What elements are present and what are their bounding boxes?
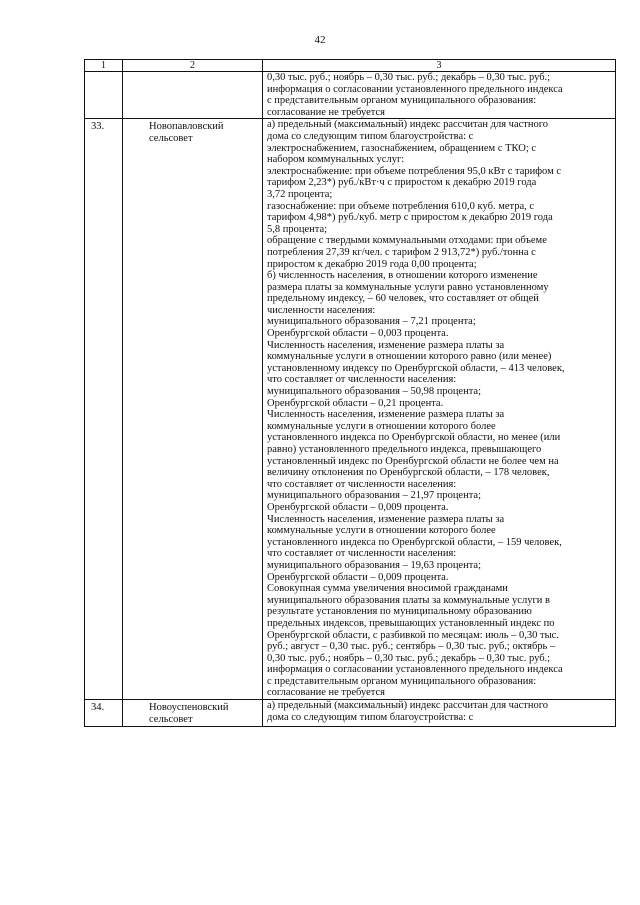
text-line: приростом к декабрю 2019 года 0,00 процента;: [267, 258, 477, 270]
text-line: потребления 27,39 кг/чел. с тарифом 2 913,72*) руб./тонна с: [267, 246, 536, 258]
municipality-name-line: сельсовет: [149, 133, 193, 145]
text-line: равно) установленного предельного индекса, превышающего: [267, 444, 542, 455]
municipality-name: [123, 700, 263, 727]
text-line: согласование не требуется: [267, 106, 385, 118]
text-line: величину отклонения по Оренбургской области, – 178 человек,: [267, 467, 550, 479]
municipality-name-line: Новоуспеновский: [149, 702, 229, 714]
text-line: а) предельный (максимальный) индекс рассчитан для частного: [267, 119, 549, 131]
municipality-name-line: Новопавловский: [149, 121, 224, 133]
page-number: 42: [314, 34, 326, 46]
text-line: электроснабжение: при объеме потребления 95,0 кВт с тарифом с: [267, 165, 562, 177]
text-line: Оренбургской области – 0,009 процента.: [267, 571, 449, 583]
text-line: газоснабжение: при объеме потребления 610,0 куб. метра, с: [267, 200, 535, 212]
text-line: б) численность населения, в отношении которого изменение: [267, 270, 538, 282]
text-line: Численность населения, изменение размера платы за: [267, 513, 505, 525]
text-line: коммунальные услуги в отношении которого равно (или менее): [267, 351, 552, 363]
text-line: установленного индекса по Оренбургской области, – 159 человек,: [267, 536, 562, 548]
text-line: предельных индексов, превышающих установленный индекс по: [267, 617, 555, 629]
text-line: коммунальные услуги в отношении которого более: [267, 525, 496, 537]
text-line: что составляет от численности населения:: [267, 548, 457, 560]
text-line: результате установления по муниципальному образованию: [267, 606, 532, 618]
text-line: набором коммунальных услуг:: [267, 154, 405, 166]
table-row: [85, 700, 616, 727]
text-line: информация о согласовании установленного предельного индекса: [267, 664, 563, 676]
text-line: муниципального образования – 21,97 процента;: [267, 490, 482, 502]
text-line: дома со следующим типом благоустройства: с: [267, 130, 474, 142]
text-line: что составляет от численности населения:: [267, 478, 457, 490]
table-row: [85, 72, 616, 119]
municipality-name: [123, 119, 263, 700]
header-col-3: 3: [263, 60, 616, 72]
text-line: согласование не требуется: [267, 687, 385, 699]
text-line: муниципального образования – 19,63 процента;: [267, 559, 482, 571]
text-line: что составляет от численности населения:: [267, 374, 457, 386]
text-line: установленный индекс по Оренбургской области не более чем на: [267, 455, 559, 467]
row-number: [85, 72, 123, 119]
text-line: 5,8 процента;: [267, 223, 328, 235]
text-line: муниципального образования – 7,21 процента;: [267, 316, 476, 328]
text-line: с представительным органом муниципального образования:: [267, 675, 537, 687]
text-line: руб.; август – 0,30 тыс. руб.; сентябрь – 0,30 тыс. руб.; октябрь –: [267, 641, 556, 653]
row-number: 33.: [85, 119, 123, 700]
text-line: муниципального образования – 50,98 процента;: [267, 386, 482, 398]
text-line: Численность населения, изменение размера платы за: [267, 339, 505, 351]
text-line: коммунальные услуги в отношении которого более: [267, 420, 496, 432]
table-header-row: [85, 60, 616, 72]
header-col-1: 1: [85, 60, 123, 72]
text-line: численности населения:: [267, 304, 376, 316]
text-line: установленному индексу по Оренбургской области, – 413 человек,: [267, 362, 565, 374]
row-text: [263, 72, 616, 119]
text-line: с представительным органом муниципального образования:: [267, 95, 537, 107]
text-line: тарифом 4,98*) руб./куб. метр с приростом к декабрю 2019 года: [267, 212, 553, 224]
text-line: установленного индекса по Оренбургской области, но менее (или: [267, 432, 561, 444]
text-line: информация о согласовании установленного предельного индекса: [267, 83, 563, 95]
text-line: 0,30 тыс. руб.; ноябрь – 0,30 тыс. руб.; декабрь – 0,30 тыс. руб.;: [267, 652, 551, 664]
header-col-2: 2: [123, 60, 263, 72]
text-line: дома со следующим типом благоустройства: с: [267, 711, 474, 723]
text-line: Оренбургской области – 0,21 процента.: [267, 397, 444, 409]
text-line: Оренбургской области, с разбивкой по месяцам: июль – 0,30 тыс.: [267, 629, 559, 641]
municipality-name-line: сельсовет: [149, 714, 193, 726]
text-line: Численность населения, изменение размера платы за: [267, 409, 505, 421]
text-line: муниципального образования платы за коммунальные услуги в: [267, 594, 550, 606]
text-line: размера платы за коммунальные услуги равно установленному: [267, 281, 549, 293]
municipality-name: [123, 72, 263, 119]
text-line: обращение с твердыми коммунальными отходами: при объеме: [267, 235, 547, 247]
text-line: тарифом 2,23*) руб./кВт·ч с приростом к декабрю 2019 года: [267, 177, 537, 189]
text-line: а) предельный (максимальный) индекс рассчитан для частного: [267, 700, 549, 712]
text-line: 3,72 процента;: [267, 188, 333, 200]
text-line: электроснабжением, газоснабжением, обращением с ТКО; с: [267, 142, 537, 154]
text-line: предельному индексу, – 60 человек, что составляет от общей: [267, 293, 539, 305]
text-line: Совокупная сумма увеличения вносимой гражданами: [267, 583, 508, 595]
index-table: [84, 59, 616, 727]
text-line: 0,30 тыс. руб.; ноябрь – 0,30 тыс. руб.; декабрь – 0,30 тыс. руб.;: [267, 72, 551, 83]
row-text: [263, 700, 616, 727]
row-number: 34.: [85, 700, 123, 727]
text-line: Оренбургской области – 0,003 процента.: [267, 328, 449, 340]
text-line: Оренбургской области – 0,009 процента.: [267, 501, 449, 513]
row-text: [263, 119, 616, 700]
table-row: [85, 119, 616, 700]
